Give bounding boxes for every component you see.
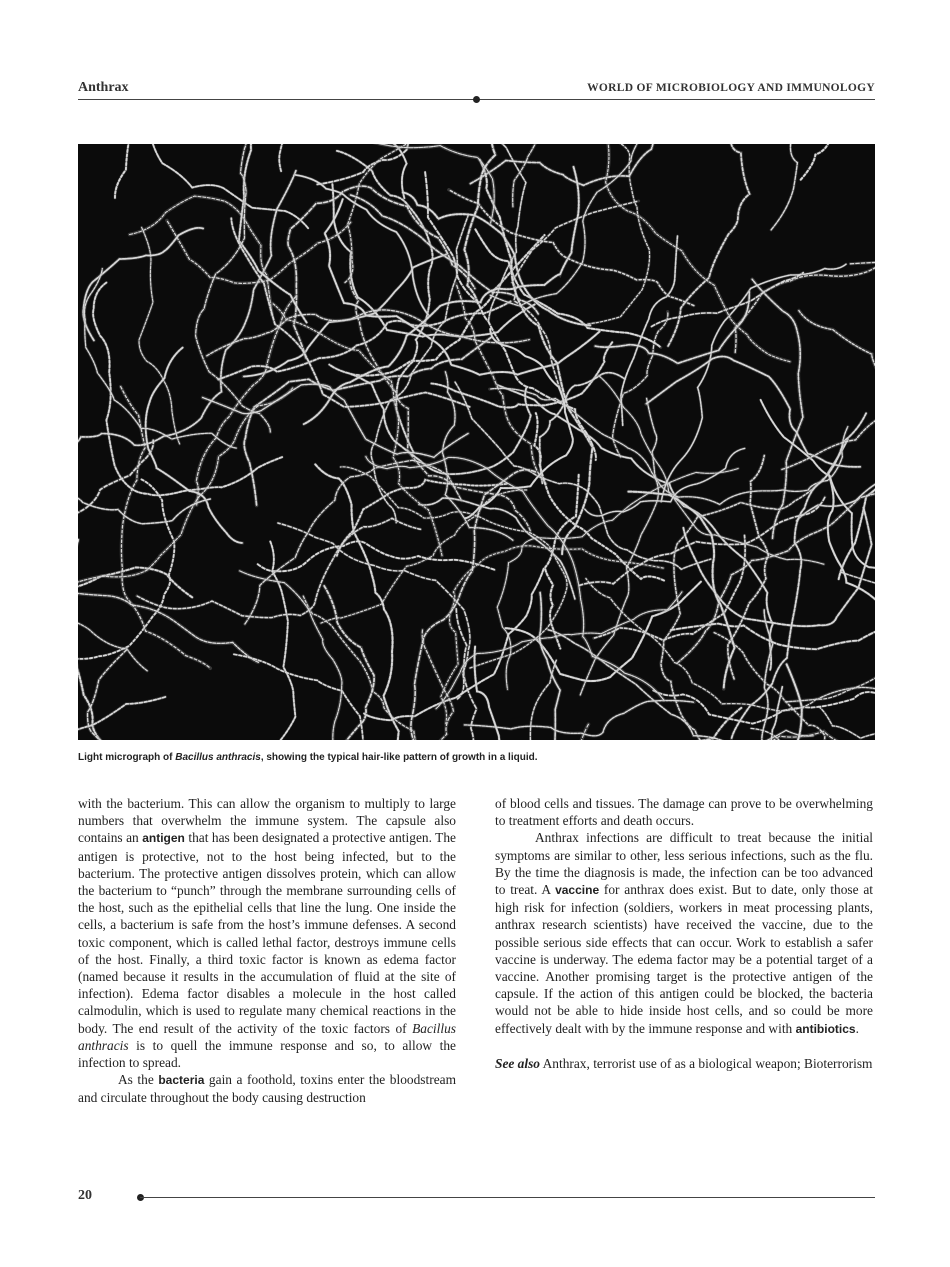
text-run: with the bacterium. This can allow the organism to multiply to large numbers that overwhelm the immune system. The capsule also contains an xyxy=(78,796,456,846)
filament-glow xyxy=(490,388,659,695)
filament-glow xyxy=(819,572,875,738)
caption-species: Bacillus anthracis xyxy=(175,752,261,763)
right-column xyxy=(495,795,873,1072)
filament-glow xyxy=(78,551,258,663)
header-book-title: WORLD OF MICROBIOLOGY AND IMMUNOLOGY xyxy=(587,82,875,94)
filament-glow xyxy=(595,292,749,364)
text-run: . xyxy=(855,1020,859,1036)
filament-glow xyxy=(78,540,200,740)
filament-glow xyxy=(441,546,663,724)
filament-glow xyxy=(646,357,860,467)
filament-glow xyxy=(83,228,203,341)
text-run: is to quell the immune response and so, to allow the infection to spread. xyxy=(78,1037,456,1071)
filament-glow xyxy=(762,610,875,740)
filament xyxy=(646,357,860,467)
filament xyxy=(490,388,659,695)
filament-glow xyxy=(584,144,650,324)
text-run: gain a foothold, toxins enter the bloodstream and circulate throughout the body causing destruction xyxy=(78,1072,456,1106)
text-run: that has been designated a protective antigen. The antigen is protective, not to the host being infected, but to the bacterium. The protective antigen dissolves protein, which can allow the bacterium to “punch” through the membrane surrounding cells of the host, such as the epithelial cells that line the lung. One inside the cells, a bacterium is safe from the host’s immune defenses. A second toxic component, which is called lethal factor, destroys immune cells of the host. Finally, a third toxic factor is known as edema factor (named because it results in the accumulation of fluid at the site of infection). Edema factor disables a molecule in the host called calmodulin, which is used to regulate many chemical reactions in the body. The end result of the activity of the toxic factors of xyxy=(78,830,456,1036)
filament-glow xyxy=(139,227,180,444)
filament-glow xyxy=(121,387,211,669)
filament-glow xyxy=(799,311,875,534)
micrograph-image xyxy=(78,144,875,740)
filament xyxy=(441,546,663,724)
filament xyxy=(647,398,848,504)
keyword-vaccine: vaccine xyxy=(555,883,600,898)
see-also-label: See also xyxy=(495,1055,541,1071)
filament xyxy=(78,144,133,198)
filament xyxy=(139,227,180,444)
filament xyxy=(595,292,749,364)
bacillus-filaments-picture xyxy=(78,144,875,740)
filament-glow xyxy=(385,144,474,198)
species-name: Bacillus anthracis xyxy=(78,1020,456,1053)
filament xyxy=(78,540,200,740)
left-paragraph-1 xyxy=(78,795,456,1071)
left-paragraph-2 xyxy=(78,1071,456,1106)
text-run: Anthrax infections are difficult to treat because the initial symptoms are similar to other, less serious infections, such as the flu. By the time the diagnosis is made, the infection can be too advanced to treat. A xyxy=(495,830,873,898)
filament xyxy=(762,610,875,740)
footer-rule xyxy=(140,1197,875,1198)
see-also xyxy=(495,1055,873,1072)
caption-prefix: Light micrograph of xyxy=(78,752,176,763)
left-column xyxy=(78,795,456,1107)
filament xyxy=(819,572,875,738)
header-section-title: Anthrax xyxy=(78,80,129,95)
keyword-antibiotics: antibiotics xyxy=(795,1021,856,1036)
filament xyxy=(78,551,258,663)
filament-glow xyxy=(542,708,742,740)
filament-glow xyxy=(647,398,848,504)
filament xyxy=(121,387,211,669)
text-run: As the xyxy=(118,1072,159,1088)
caption-suffix: , showing the typical hair-like pattern of growth in a liquid. xyxy=(260,752,538,763)
keyword-antigen: antigen xyxy=(142,831,185,846)
filament-glow xyxy=(850,254,875,328)
filament xyxy=(799,311,875,534)
filament xyxy=(83,228,203,341)
filament xyxy=(385,144,474,198)
filament xyxy=(584,144,650,324)
filament xyxy=(542,708,742,740)
header-rule-dot xyxy=(473,96,480,103)
filament-glow xyxy=(274,144,304,171)
keyword-bacteria: bacteria xyxy=(158,1073,205,1088)
filament-glow xyxy=(801,144,875,180)
right-paragraph-2 xyxy=(495,829,873,1037)
filament-glow xyxy=(240,571,342,740)
page-number: 20 xyxy=(78,1188,92,1203)
see-also-text: Anthrax, terrorist use of as a biological weapon; Bioterrorism xyxy=(540,1055,873,1071)
figure-caption xyxy=(78,752,875,763)
filament xyxy=(240,571,342,740)
right-paragraph-1: of blood cells and tissues. The damage can prove to be overwhelming to treatment efforts and death occurs. xyxy=(495,796,873,829)
filament-glow xyxy=(196,144,271,432)
filament-glow xyxy=(78,567,192,665)
text-run: for anthrax does exist. But to date, only those at high risk for infection (soldiers, workers in meat processing plants, anthrax research scientists) have received the vaccine, due to the possible serious side effects that can occur. Work to establish a safer vaccine is underway. The edema factor may be a potential target of a vaccine. Another promising target is the protective antigen of the capsule. If the action of this antigen could be blocked, the bacteria would not be able to hide inside host cells, and so could be more effectively dealt with by the immune response and with xyxy=(495,882,873,1036)
filament xyxy=(196,144,271,432)
